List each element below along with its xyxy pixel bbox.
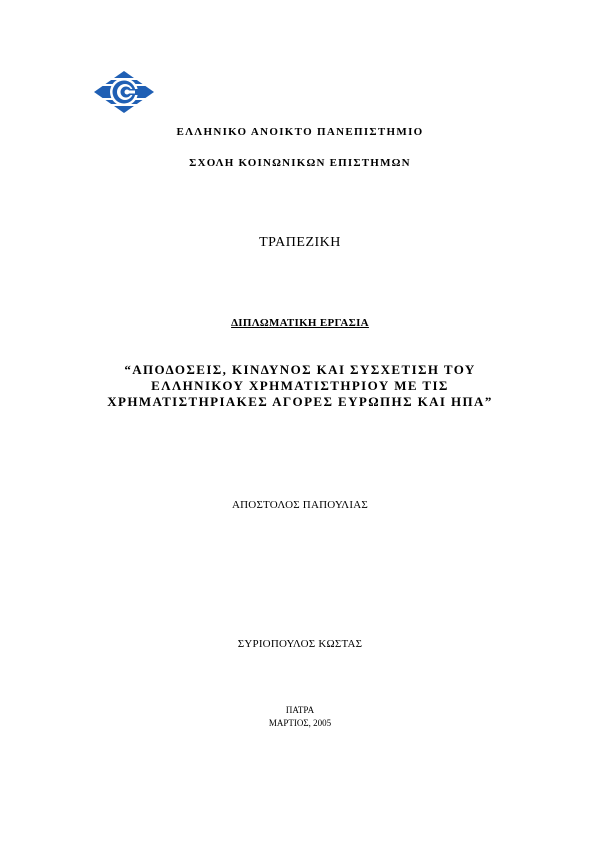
university-name: ΕΛΛΗΝΙΚΟ ΑΝΟΙΚΤΟ ΠΑΝΕΠΙΣΤΗΜΙΟ xyxy=(176,126,424,138)
city-name: ΠΑΤΡΑ xyxy=(285,705,315,715)
thesis-title-line-3: ΧΡΗΜΑΤΙΣΤΗΡΙΑΚΕΣ ΑΓΟΡΕΣ ΕΥΡΩΠΗΣ ΚΑΙ ΗΠΑ” xyxy=(107,394,493,409)
supervisor-name: ΣΥΡΙΟΠΟΥΛΟΣ ΚΩΣΤΑΣ xyxy=(237,638,363,650)
submission-date: ΜΑΡΤΙΟΣ, 2005 xyxy=(268,718,332,728)
thesis-title xyxy=(0,362,600,410)
author-name: ΑΠΟΣΤΟΛΟΣ ΠΑΠΟΥΛΙΑΣ xyxy=(232,499,368,511)
university-logo-icon xyxy=(93,70,155,114)
logo-graphic xyxy=(93,70,155,114)
thesis-title-line-2: ΕΛΛΗΝΙΚΟΥ ΧΡΗΜΑΤΙΣΤΗΡΙΟΥ ΜΕ ΤΙΣ xyxy=(151,378,449,393)
thesis-title-line-1: “ΑΠΟΔΟΣΕΙΣ, ΚΙΝΔΥΝΟΣ ΚΑΙ ΣΥΣΧΕΤΙΣΗ ΤΟΥ xyxy=(124,362,476,377)
program-name: ΤΡΑΠΕΖΙΚΗ xyxy=(259,235,341,250)
thesis-type: ΔΙΠΛΩΜΑΤΙΚΗ ΕΡΓΑΣΙΑ xyxy=(231,317,369,329)
school-name: ΣΧΟΛΗ ΚΟΙΝΩΝΙΚΩΝ ΕΠΙΣΤΗΜΩΝ xyxy=(189,157,411,169)
